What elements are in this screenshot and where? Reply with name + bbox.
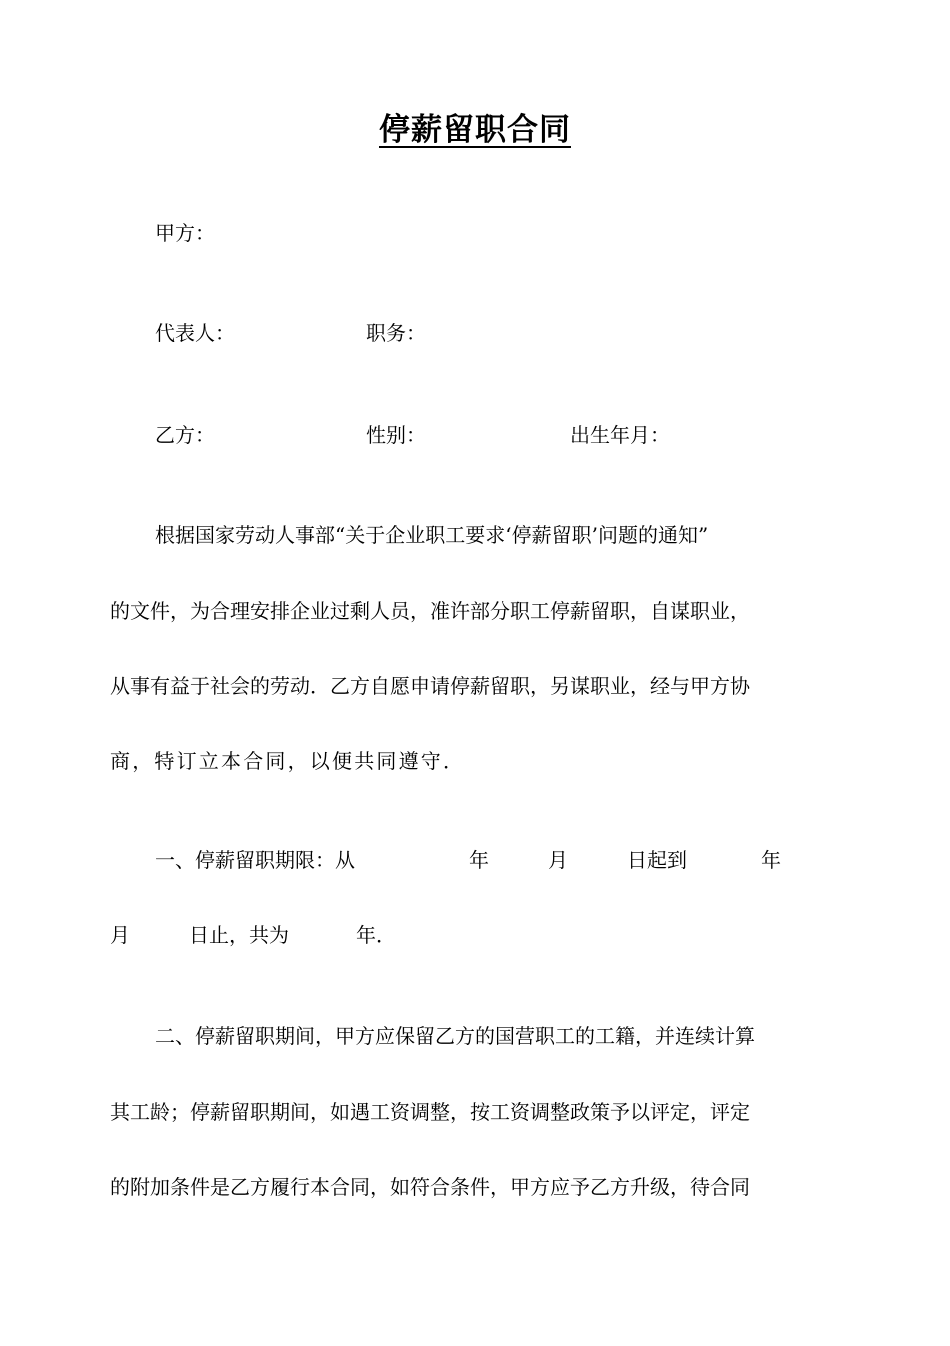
party-b-label: 乙方： — [155, 423, 215, 447]
birth-label: 出生年月： — [570, 423, 670, 447]
clause2-line-1: 二、停薪留职期间，甲方应保留乙方的国营职工的工籍，并连续计算 — [155, 1024, 755, 1048]
clause2-line-3: 的附加条件是乙方履行本合同，如符合条件，甲方应予乙方升级，待合同 — [110, 1175, 750, 1199]
clause1-month-2: 月 — [110, 923, 130, 947]
intro-line-4: 商，特订立本合同，以便共同遵守． — [110, 749, 466, 773]
gender-label: 性别： — [366, 423, 426, 447]
intro-line-3: 从事有益于社会的劳动．乙方自愿申请停薪留职，另谋职业，经与甲方协 — [110, 674, 750, 698]
clause2-line-2: 其工龄；停薪留职期间，如遇工资调整，按工资调整政策予以评定，评定 — [110, 1100, 750, 1124]
intro-line-2: 的文件，为合理安排企业过剩人员，准许部分职工停薪留职，自谋职业， — [110, 599, 750, 623]
document-title — [0, 104, 950, 149]
clause1-month-1: 月 — [548, 848, 568, 872]
position-label: 职务： — [366, 321, 426, 345]
clause1-day-1: 日起到 — [627, 848, 687, 872]
party-a-label: 甲方： — [155, 221, 215, 245]
clause1-year-1: 年 — [469, 848, 489, 872]
document-title-text: 停薪留职合同 — [379, 112, 571, 148]
clause1-prefix: 一、停薪留职期限：从 — [155, 848, 355, 872]
clause1-year-3: 年． — [356, 923, 396, 947]
clause1-year-2: 年 — [761, 848, 781, 872]
intro-line-1: 根据国家劳动人事部“关于企业职工要求‘停薪留职’问题的通知” — [155, 523, 709, 547]
clause1-day-2: 日止，共为 — [189, 923, 289, 947]
representative-label: 代表人： — [155, 321, 235, 345]
